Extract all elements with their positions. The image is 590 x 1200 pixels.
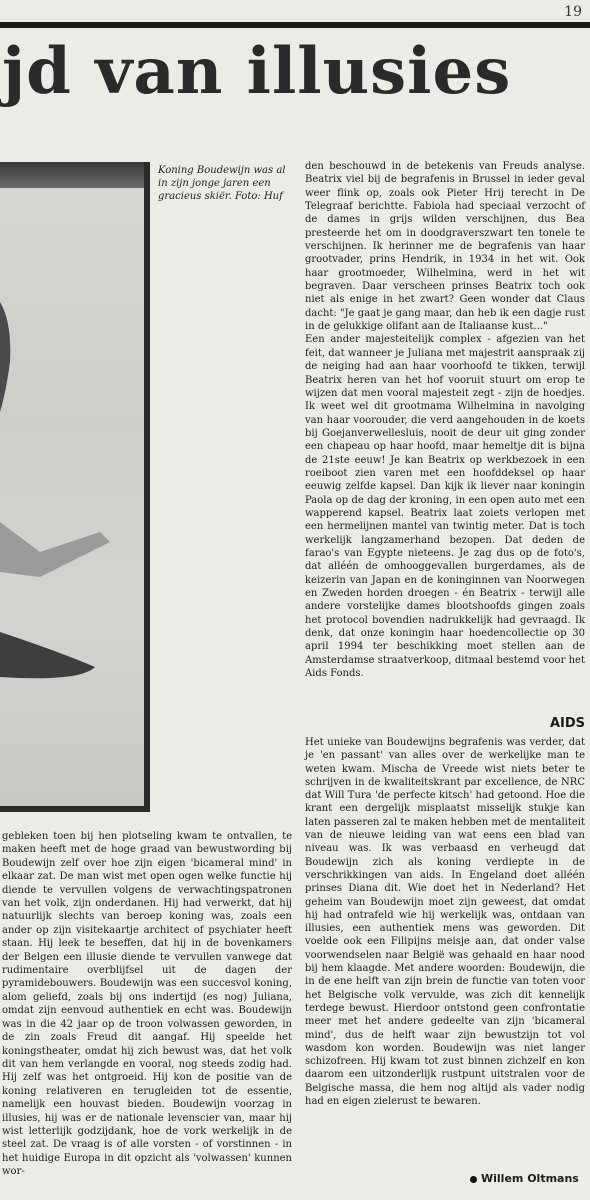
article-paragraph: den beschouwd in de betekenis van Freuds analyse. Beatrix viel bij de begrafenis in Brussel in ieder geval weer flink op, zoals ook Pieter Hrij terecht in De Telegraaf berichtte. Fabiola had speciaal verzocht of de dames in grijs wilden verschijnen, dus Bea presteerde het om in doodgraverszwart ten tonele te verschijnen. Ik herinner me de begrafenis van haar grootvader, prins Hendrik, in 1934 in het wit. Ook haar grootmoeder, Wilhelmina, werd in het wit begraven. Daar verscheen prinses Beatrix toch ook niet als enige in het zwart? Geen wonder dat Claus dacht: "Je gaat je gang maar, dan heb ik een dagje rust in de gelukkige olifant aan de Italiaanse kust..." [305,161,585,333]
headline: jd van illusies [2,34,512,109]
top-rule [0,22,590,28]
article-column-right-bottom [305,736,585,1108]
bullet-icon [470,1176,477,1183]
article-paragraph: Het unieke van Boudewijns begrafenis was verder, dat je 'en passant' van alles over de werkelijke man te weten kwam. Mischa de Vreede wist niets beter te schrijven in de kwaliteitskrant par excellence, de NRC dat Will Tura 'de perfecte kitsch' had getoond. Hoe die krant een dergelijk misplaatst misselijk stukje kan laten passeren zal te maken hebben met de mentaliteit van de nieuwe leiding van wat eens een blad van niveau was. Ik was verbaasd en verheugd dat Boudewijn zich als koning verdiepte in de verschrikkingen van aids. In Engeland doet alléén prinses Diana dit. Wie doet het in Nederland? Het geheim van Boudewijn moet zijn geweest, dat omdat hij had ontrafeld wie hij werkelijk was, ontdaan van illusies, een authentiek mens was geworden. Dit voelde ook een Filipijns meisje aan, dat onder valse voorwendselen naar België was gehaald en haar nood bij hem klaagde. Met andere woorden: Boudewijn, die in de ene helft van zijn brein de functie van toten voor het Belgische volk vervulde, was zich dit kennelijk terdege bewust. Hierdoor ontstond geen confrontatie meer met het andere gedeelte van zijn 'bicameral mind', dus de helft waar zijn bewustzijn tot vol wasdom kon worden. Boudewijn was niet langer schizofreen. Hij kwam tot zust binnen zichzelf en kon daarom een uitzonderlijk rustpunt uitstralen voor de Belgische massa, die hem nog altijd als vader nodig had en eigen zielerust te bewaren. [305,737,585,1108]
page-number: 19 [564,4,582,20]
article-paragraph: gebleken toen bij hen plotseling kwam te ontvallen, te maken heeft met de hoge graad van bewustwording bij Boudewijn zelf over hoe zijn eigen 'bicameral mind' in elkaar zat. De man wist met open ogen welke functie hij diende te vervullen volgens de verwachtingspatronen van het volk, zijn onderdanen. Hij had verwerkt, dat hij natuurlijk slechts van beroep koning was, zoals een ander op zijn visitekaartje architect of psychiater heeft staan. Hij leek te beseffen, dat hij in de bovenkamers der Belgen een illusie diende te vervullen vanwege dat rudimentaire overblijfsel uit de dagen der pyramidebouwers. Boudewijn was een succesvol koning, alom geliefd, zoals bij ons indertijd (es nog) Juliana, omdat zijn eenvoud authentiek en echt was. Boudewijn was in die 42 jaar op de troon volwassen geworden, in de zin zoals Freud dit aangaf. Hij speelde het koningstheater, omdat hij zich bewust was, dat het volk dit van hem verlangde en vooral, nog steeds zodig had. Hij zelf was het ontgroeid. Hij kon de positie van de koning relativeren en terugleiden tot de essentie, namelijk een houvast bieden. Boudewijn voorzag in illusies, hij was er de nationale levenscier van, maar hij wist letterlijk godzijdank, hoe de vork werkelijk in de steel zat. De vraag is of alle vorsten - of vorstinnen - in het huidige Europa in dit opzicht als 'volwassen' kunnen wor- [2,831,292,1178]
byline [470,1172,579,1185]
section-subhead: AIDS [549,716,585,731]
photo [0,162,150,812]
skier-silhouette-graphic [0,162,150,812]
photo-caption: Koning Boudewijn was al in zijn jonge jaren een gracieus skiër. Foto: Huf [158,165,286,202]
article-paragraph: Een ander majesteitelijk complex - afgezien van het feit, dat wanneer je Juliana met majestrit aanspraak zij de neiging had aan haar voorhoofd te tikken, terwijl Beatrix heren van het hof vooruit stuurt om erop te wijzen dat men vooral majesteit zegt - zijn de hoedjes. Ik weet wel dit grootmama Wilhelmina in navolging van haar voorouder, die verd aangehouden in de koets bij Goejanverwellesluis, nooit de deur uit ging zonder een chapeau op haar hoofd, maar hemeltje dit is bijna de 21ste eeuw! Je kan Beatrix op werkbezoek in een roeiboot zien varen met een hoofddeksel op haar eeuwig zelfde kapsel. Dan kijk ik liever naar koningin Paola op de dag der kroning, in een open auto met een wapperend kapsel. Beatrix laat zoiets verlopen met een hermelijnen mantel van twintig meter. Dat is toch werkelijk langzamerhand bezopen. Dat deden de farao's van Egypte nieteens. Je zag dus op de foto's, dat alléén de omhooggevallen burgerdames, als de keizerin van Japan en de koninginnen van Noorwegen en Zweden horden droegen - én Beatrix - terwijl alle andere vorstelijke dames blootshoofds gingen zoals het protocol bovendien nadrukkelijk had gevraagd. Ik denk, dat onze koningin haar hoedencollectie op 30 april 1994 ter beschikking moet stellen aan de Amsterdamse straatverkoop, ditmaal bestemd voor het Aids Fonds. [305,334,585,680]
article-column-right-top [305,160,585,680]
article-column-left [2,830,292,1179]
byline-author: Willem Oltmans [481,1172,579,1185]
